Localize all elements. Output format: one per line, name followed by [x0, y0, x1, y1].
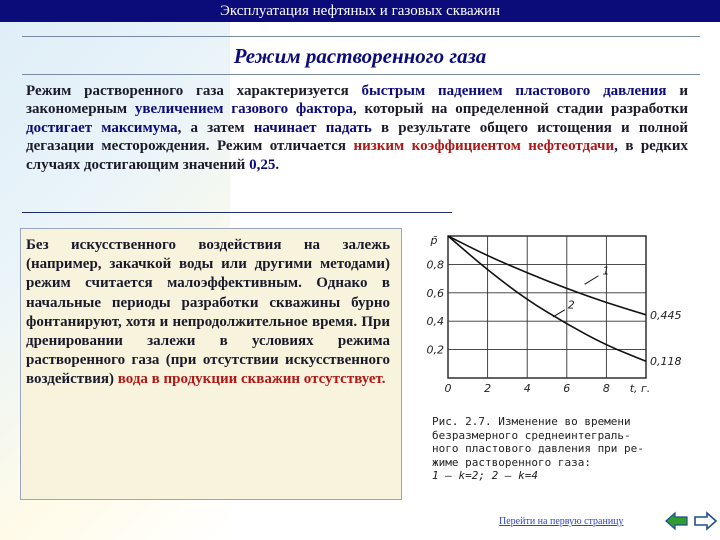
text-run: и закономерным [26, 83, 688, 118]
text-run: начинает падать [253, 119, 372, 136]
text-run: низким коэффициентом нефтеотдачи [353, 138, 615, 155]
curve-label-1: 1 [602, 264, 610, 278]
text-run: вода в продукции скважин отсутствует. [117, 371, 386, 388]
caption-line: ного пластового давления при ре- [432, 442, 644, 455]
caption-line: Рис. 2.7. Изменение во времени [432, 415, 631, 428]
caption-line: жиме растворенного газа: [432, 455, 591, 469]
y-tick-label: 0,6 [426, 286, 444, 300]
x-tick-label: 4 [523, 382, 531, 395]
first-page-link[interactable]: Перейти на первую страницу [499, 516, 624, 527]
top-divider [22, 36, 700, 37]
text-run: , который на определенной стадии разработки [352, 101, 688, 118]
intro-paragraph [26, 82, 688, 174]
title-divider [22, 74, 700, 75]
caption-line: безразмерного среднеинтеграль- [432, 428, 631, 442]
text-run: в результате общего истощения и полной дегазации месторождения. Режим отличается [26, 119, 688, 155]
caption-line: 1 — k=2; 2 — k=4 [432, 469, 538, 482]
box-paragraph [26, 236, 390, 390]
x-axis-label: t, г. [629, 382, 651, 395]
end-value-2: 0,118 [650, 355, 682, 369]
forward-arrow-icon[interactable] [692, 510, 718, 532]
section-divider [22, 212, 452, 213]
curve-label-2: 2 [567, 298, 575, 312]
text-run: , а затем [177, 119, 254, 136]
text-run: быстрым падением пластового давления [361, 83, 667, 99]
chart-lines [448, 236, 646, 361]
y-tick-label: 0,2 [426, 343, 444, 357]
y-tick-label: 0,4 [426, 315, 444, 329]
x-tick-label: 6 [563, 382, 571, 395]
y-axis-label: p̄ [430, 234, 438, 247]
text-run: , в редких случаях достигающим значений [26, 138, 689, 173]
end-value-1: 0,445 [650, 308, 682, 322]
text-run: достигает максимума [26, 119, 178, 136]
x-tick-label: 0 [444, 382, 452, 395]
text-run: 0,25 [249, 156, 276, 173]
series-line-1 [448, 236, 646, 315]
x-tick-label: 2 [484, 382, 492, 395]
chart-grid [448, 236, 646, 378]
plot-frame [448, 236, 646, 378]
text-run: . [275, 156, 280, 173]
y-tick-label: 0,8 [426, 258, 444, 272]
back-arrow-icon[interactable] [664, 510, 690, 532]
text-run: Без искусственного воздействия на залежь (например, закачкой воды или другими методами) режим считается малоэффективным. Однако в начальные периоды разработки скважины бурно фонтанируют, хотя и непродолжительное время. При дренировании залежи в условиях режима растворенного газа (при отсутствии искусственного воздействия) [26, 237, 390, 388]
slide-title: Режим растворенного газа [233, 44, 487, 68]
presentation-header: Эксплуатация нефтяных и газовых скважин [0, 0, 720, 22]
text-run: увеличением газового фактора [134, 101, 353, 118]
figure-caption [432, 415, 694, 483]
x-tick-label: 8 [602, 382, 610, 395]
series-line-2 [448, 236, 646, 361]
curve-leader-1 [585, 276, 599, 285]
text-run: Режим растворенного газа характеризуется [26, 83, 362, 99]
curve-leader-2 [553, 310, 565, 317]
